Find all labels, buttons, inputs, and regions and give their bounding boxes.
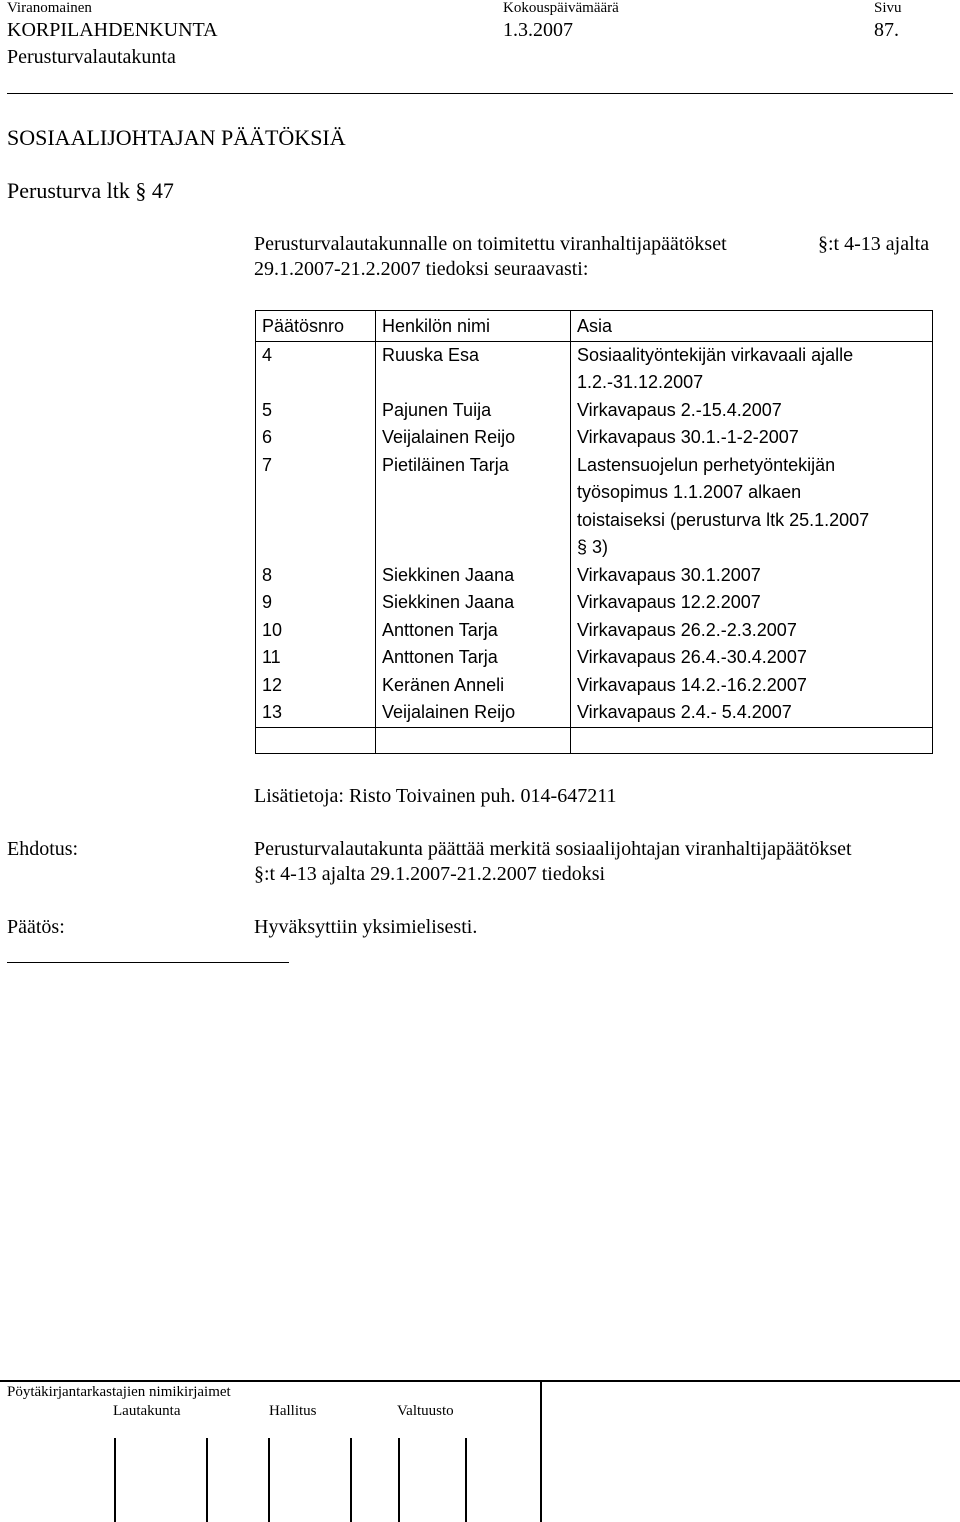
- subject-line: Sosiaalityöntekijän virkavaali ajalle: [577, 344, 854, 365]
- table-empty-row: [256, 727, 933, 753]
- person-name: Siekkinen Jaana: [376, 589, 571, 617]
- footer-rule: [0, 1380, 960, 1382]
- person-name: Pajunen Tuija: [376, 397, 571, 425]
- subject-line: Lastensuojelun perhetyöntekijän: [577, 454, 836, 475]
- decision-number: 9: [256, 589, 376, 617]
- date-label: Kokouspäivämäärä: [503, 0, 619, 16]
- meeting-date: 1.3.2007: [503, 19, 573, 41]
- authority-name: KORPILAHDENKUNTA: [7, 19, 218, 41]
- decision-number: 8: [256, 562, 376, 590]
- proposal-label: Ehdotus:: [7, 838, 79, 860]
- decision-number: 4: [256, 341, 376, 397]
- decision-subject: Virkavapaus 12.2.2007: [571, 589, 933, 617]
- decision-number: 5: [256, 397, 376, 425]
- decisions-table: [255, 310, 933, 754]
- footer-board: Lautakunta: [113, 1403, 181, 1419]
- table-row: [256, 589, 933, 617]
- decision-label: Päätös:: [7, 916, 65, 938]
- intro-line-1-tail: §:t 4-13 ajalta: [818, 233, 930, 255]
- item-reference: Perusturva ltk § 47: [7, 178, 174, 203]
- initials-box-line: [114, 1438, 116, 1522]
- decision-subject: Virkavapaus 26.2.-2.3.2007: [571, 617, 933, 645]
- initials-box-line: [206, 1438, 208, 1522]
- table-row: [256, 672, 933, 700]
- table-row: [256, 562, 933, 590]
- table-row: [256, 341, 933, 397]
- subject-line: toistaiseksi (perusturva ltk 25.1.2007: [577, 509, 870, 530]
- initials-box-line: [465, 1438, 467, 1522]
- decision-number: 13: [256, 699, 376, 727]
- decision-text: Hyväksyttiin yksimielisesti.: [254, 916, 478, 938]
- person-name: Pietiläinen Tarja: [376, 452, 571, 562]
- decision-subject: Virkavapaus 2.4.- 5.4.2007: [571, 699, 933, 727]
- decision-number: 6: [256, 424, 376, 452]
- header-person-name: Henkilön nimi: [376, 311, 571, 342]
- empty-cell: [571, 727, 933, 753]
- end-rule: [7, 962, 289, 963]
- decision-subject: [571, 452, 933, 562]
- intro-line-2: 29.1.2007-21.2.2007 tiedoksi seuraavasti:: [254, 258, 589, 280]
- table-row: [256, 452, 933, 562]
- subject-line: § 3): [577, 537, 609, 557]
- person-name: Veijalainen Reijo: [376, 699, 571, 727]
- initials-box-line: [268, 1438, 270, 1522]
- subject-line: työsopimus 1.1.2007 alkaen: [577, 482, 802, 502]
- subject-line: 1.2.-31.12.2007: [577, 372, 704, 392]
- proposal-line-1: Perusturvalautakunta päättää merkitä sosiaalijohtajan viranhaltijapäätökset: [254, 838, 852, 860]
- contact-info: Lisätietoja: Risto Toivainen puh. 014-647211: [254, 785, 617, 807]
- person-name: Ruuska Esa: [376, 341, 571, 397]
- header-decision-number: Päätösnro: [256, 311, 376, 342]
- page-label: Sivu: [874, 0, 902, 16]
- decision-subject: Virkavapaus 2.-15.4.2007: [571, 397, 933, 425]
- decision-number: 11: [256, 644, 376, 672]
- footer-divider: [540, 1380, 542, 1522]
- proposal-line-2: §:t 4-13 ajalta 29.1.2007-21.2.2007 tiedoksi: [254, 863, 606, 885]
- table-row: [256, 397, 933, 425]
- section-title: SOSIAALIJOHTAJAN PÄÄTÖKSIÄ: [7, 125, 346, 150]
- board-name: Perusturvalautakunta: [7, 46, 176, 68]
- page-number: 87.: [874, 19, 899, 41]
- footer-title: Pöytäkirjantarkastajien nimikirjaimet: [7, 1384, 231, 1400]
- decision-subject: [571, 341, 933, 397]
- table-row: [256, 644, 933, 672]
- decision-subject: Virkavapaus 30.1.2007: [571, 562, 933, 590]
- table-row: [256, 424, 933, 452]
- header-subject: Asia: [571, 311, 933, 342]
- person-name: Anttonen Tarja: [376, 644, 571, 672]
- decision-number: 7: [256, 452, 376, 562]
- person-name: Keränen Anneli: [376, 672, 571, 700]
- person-name: Anttonen Tarja: [376, 617, 571, 645]
- intro-line-1: Perusturvalautakunnalle on toimitettu viranhaltijapäätökset: [254, 233, 727, 255]
- decision-subject: Virkavapaus 14.2.-16.2.2007: [571, 672, 933, 700]
- footer-council: Valtuusto: [397, 1403, 454, 1419]
- initials-box-line: [398, 1438, 400, 1522]
- initials-box-line: [350, 1438, 352, 1522]
- footer-government: Hallitus: [269, 1403, 317, 1419]
- decision-subject: Virkavapaus 30.1.-1-2-2007: [571, 424, 933, 452]
- table-row: [256, 617, 933, 645]
- decision-subject: Virkavapaus 26.4.-30.4.2007: [571, 644, 933, 672]
- table-row: [256, 699, 933, 727]
- person-name: Siekkinen Jaana: [376, 562, 571, 590]
- table-header-row: [256, 311, 933, 342]
- authority-label: Viranomainen: [7, 0, 92, 16]
- empty-cell: [256, 727, 376, 753]
- empty-cell: [376, 727, 571, 753]
- person-name: Veijalainen Reijo: [376, 424, 571, 452]
- header-rule: [7, 93, 953, 94]
- decision-number: 10: [256, 617, 376, 645]
- decision-number: 12: [256, 672, 376, 700]
